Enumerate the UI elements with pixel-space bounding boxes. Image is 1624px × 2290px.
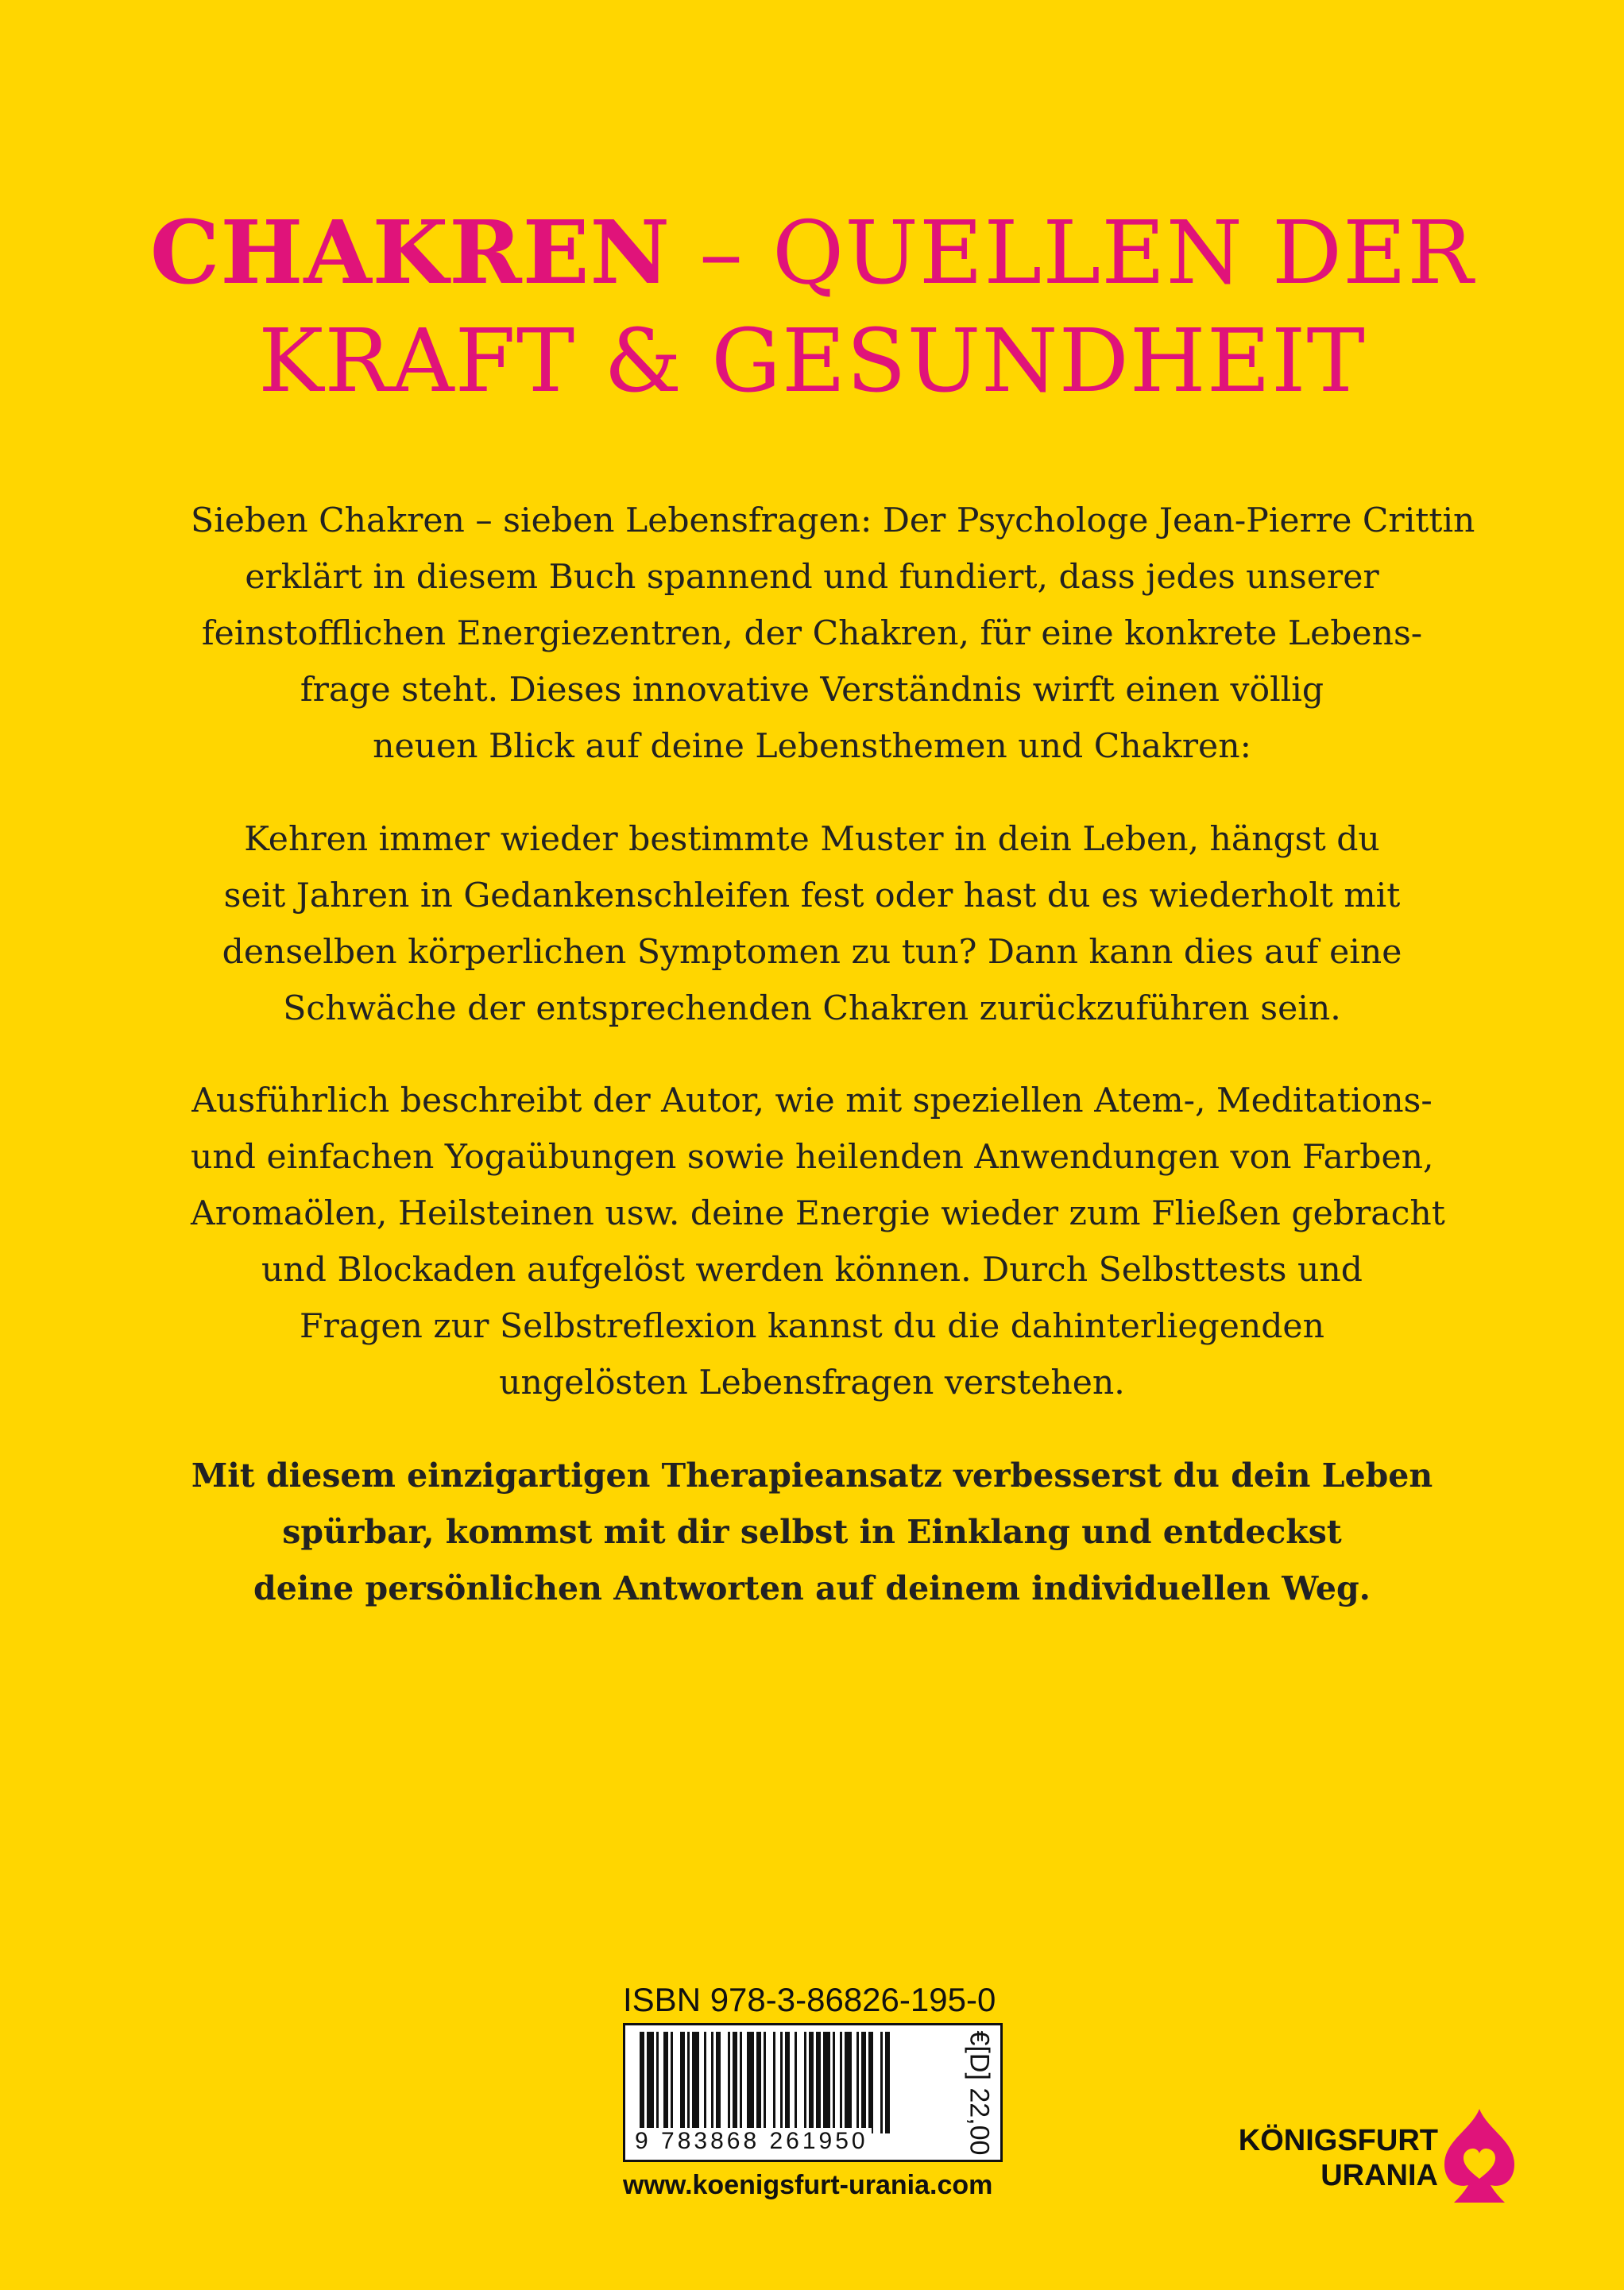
barcode-bar [640, 2032, 644, 2133]
barcode-bar [868, 2032, 873, 2133]
barcode-bar [780, 2032, 783, 2133]
barcode-bar [663, 2032, 668, 2133]
text-line: Mit diesem einzigartigen Therapieansatz verbesserst du dein Leben [191, 1456, 1433, 1495]
barcode-bar [647, 2032, 654, 2133]
barcode-bar [845, 2032, 852, 2133]
barcode-bar [861, 2032, 866, 2133]
text-line: Sieben Chakren – sieben Lebensfragen: Der Psychologe Jean-Pierre Crittin [191, 501, 1475, 540]
text-line: Aromaölen, Heilsteinen usw. deine Energie wieder zum Fließen gebracht [191, 1194, 1445, 1233]
barcode-bar [716, 2032, 721, 2133]
barcode-bar [671, 2032, 673, 2133]
text-line: neuen Blick auf deine Lebensthemen und Chakren: [373, 727, 1251, 766]
barcode-digits: 9 783868 261950 [632, 2128, 872, 2155]
text-line: Schwäche der entsprechenden Chakren zurückzuführen sein. [283, 989, 1341, 1028]
barcode-bar [833, 2032, 835, 2133]
text-line: feinstofflichen Energiezentren, der Chakren, für eine konkrete Lebens- [201, 614, 1423, 653]
publisher-line-2: URANIA [1320, 2159, 1438, 2192]
barcode-bar [880, 2032, 883, 2133]
barcode-bar [809, 2032, 814, 2133]
price-text: €[D] 22,00 [964, 2030, 995, 2156]
paragraph-methods [191, 1073, 1445, 1411]
barcode-bar [856, 2032, 859, 2133]
title-rest: – QUELLEN DER [671, 202, 1475, 304]
barcode-bar [885, 2032, 890, 2133]
barcode-bar [704, 2032, 706, 2133]
publisher-name [1220, 2123, 1438, 2193]
text-line: ungelösten Lebensfragen verstehen. [499, 1364, 1125, 1402]
heart-spade-icon [1440, 2106, 1519, 2206]
text-line: Ausführlich beschreibt der Autor, wie mit speziellen Atem-, Meditations- [191, 1081, 1433, 1120]
barcode-bar [656, 2032, 659, 2133]
barcode-bar [687, 2032, 690, 2133]
barcode-bar [728, 2032, 730, 2133]
barcode-bars [640, 2032, 957, 2133]
paragraph-closing [191, 1448, 1433, 1617]
text-line: frage steht. Dieses innovative Verständnis wirft einen völlig [300, 671, 1324, 710]
publisher-url: www.koenigsfurt-urania.com [623, 2170, 993, 2200]
barcode-bar [733, 2032, 737, 2133]
text-line: und Blockaden aufgelöst werden können. Durch Selbsttests und [261, 1251, 1363, 1290]
barcode-bar [711, 2032, 713, 2133]
barcode-bar [740, 2032, 742, 2133]
text-line: seit Jahren in Gedankenschleifen fest oder hast du es wiederholt mit [223, 876, 1401, 915]
barcode-bar [756, 2032, 761, 2133]
back-cover-title [0, 199, 1624, 415]
barcode-bar [785, 2032, 790, 2133]
text-line: und einfachen Yogaübungen sowie heilenden Anwendungen von Farben, [191, 1138, 1434, 1177]
text-line: erklärt in diesem Buch spannend und fundiert, dass jedes unserer [245, 558, 1379, 597]
barcode-bar [747, 2032, 754, 2133]
price-label [959, 2030, 999, 2156]
barcode-bar [773, 2032, 775, 2133]
barcode [623, 2023, 1003, 2162]
title-line-1 [0, 199, 1624, 307]
barcode-bar [680, 2032, 685, 2133]
paragraph-intro [191, 493, 1475, 775]
text-line: deine persönlichen Antworten auf deinem individuellen Weg. [253, 1569, 1371, 1607]
barcode-bar [692, 2032, 699, 2133]
barcode-bar [823, 2032, 830, 2133]
barcode-bar [840, 2032, 842, 2133]
barcode-bar [816, 2032, 821, 2133]
text-line: spürbar, kommst mit dir selbst in Einklang und entdeckst [282, 1513, 1342, 1551]
barcode-bar [795, 2032, 797, 2133]
barcode-bar [764, 2032, 766, 2133]
text-line: Kehren immer wieder bestimmte Muster in dein Leben, hängst du [244, 820, 1380, 859]
publisher-line-1: KÖNIGSFURT [1238, 2124, 1438, 2157]
title-line-2: KRAFT & GESUNDHEIT [258, 310, 1366, 412]
title-bold: CHAKREN [149, 201, 671, 304]
text-line: Fragen zur Selbstreflexion kannst du die dahinterliegenden [300, 1307, 1324, 1346]
text-line: denselben körperlichen Symptomen zu tun? Dann kann dies auf eine [222, 933, 1402, 972]
isbn-label: ISBN 978-3-86826-195-0 [623, 1981, 996, 2018]
barcode-bar [804, 2032, 806, 2133]
paragraph-questions [191, 811, 1433, 1037]
